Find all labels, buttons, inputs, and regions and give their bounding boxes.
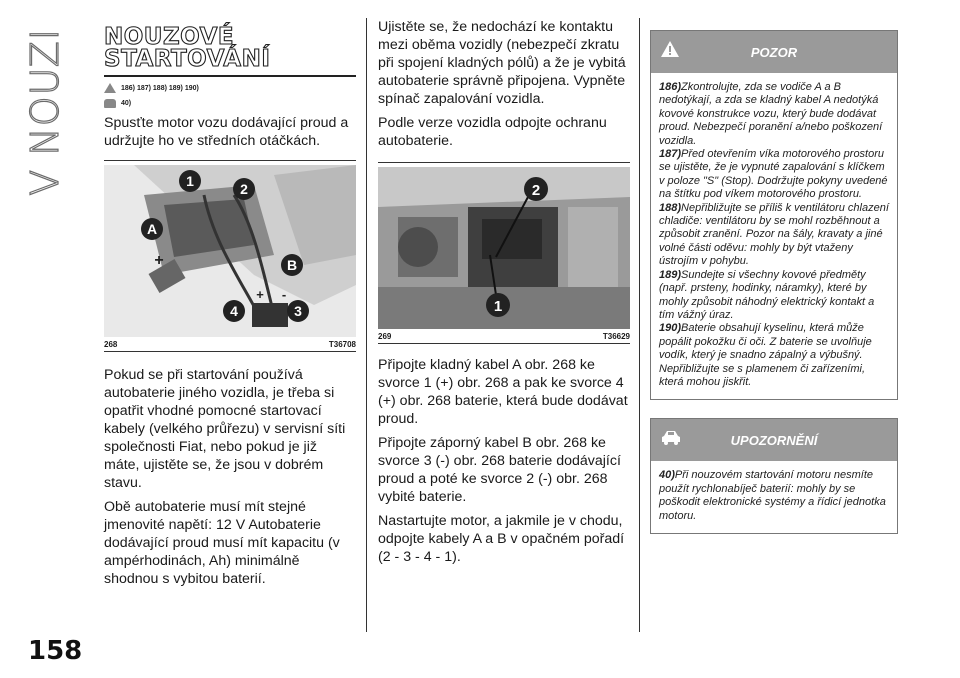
column-2	[378, 18, 630, 566]
figure-268	[104, 160, 356, 352]
column-1	[104, 18, 356, 588]
battery-illustration	[378, 167, 630, 329]
caution-box	[650, 418, 898, 534]
warning-box-header	[651, 31, 897, 73]
paragraph: Připojte kladný kabel A obr. 268 ke svorce 1 (+) obr. 268 a pak ke svorce 4 (+) obr. 268 baterie, která bude dodávat proud.	[378, 357, 628, 427]
warning-box-title: POZOR	[750, 45, 798, 60]
figure-number: 269	[378, 332, 392, 341]
paragraph: Ujistěte se, že nedochází ke kontaktu mezi oběma vozidly (nebezpečí zkratu při spojení kladných pólů) a že je vybitá autobaterie správně připojena. Vypněte spínač zapalování vozidla.	[378, 19, 626, 107]
figure-269	[378, 162, 630, 344]
warning-item: 187)Před otevřením víka motorového prostoru se ujistěte, že je vypnuté zapalování s klíčkem v poloze "S" (Stop). Dodržujte pokyny uvedené na štítku pod víkem motorového prostoru.	[659, 148, 888, 201]
page-number: 158	[28, 636, 83, 666]
caution-refs	[104, 99, 356, 108]
section-side-tab: V NOUZI	[23, 28, 67, 196]
fig-label-2: 2	[531, 182, 541, 199]
fig-label-1: 1	[493, 298, 503, 315]
fig-label-B: B	[286, 257, 298, 273]
figure-code: T36708	[328, 340, 356, 349]
warning-item: 188)Nepřibližujte se příliš k ventilátoru chlazení chladiče: ventilátoru by se mohl rozběhnout a způsobit zranění. Pozor na šály, kravaty a jiné volné části oděvu: mohly by být vtaženy ústrojím v pohybu.	[659, 201, 889, 268]
fig-plus-sign: +	[154, 252, 164, 269]
figure-code: T36629	[602, 332, 630, 341]
warning-box	[650, 30, 898, 400]
warning-item: 190)Baterie obsahují kyselinu, která může popálit pokožku či oči. Z baterie se uvolňuje vodík, který je snadno zápalný a výbušný. Nepřibližujte se s plamenem či zařízeními, která mohou jiskřit.	[659, 322, 872, 388]
figure-caption	[378, 332, 630, 341]
column-divider	[366, 18, 367, 632]
section-title: NOUZOVÉ STARTOVÁNÍ	[104, 24, 271, 72]
caution-item: 40)Při nouzovém startování motoru nesmíte použít rychlonabíječ baterií: mohly by se poškodit elektronické systémy a řídicí jednotka motoru.	[659, 469, 886, 522]
caution-box-body	[651, 461, 897, 533]
paragraph: Nastartujte motor, a jakmile je v chodu, odpojte kabely A a B v opačném pořadí (2 - 3 - 4 - 1).	[378, 513, 625, 565]
warning-refs-text: 186) 187) 188) 189) 190)	[121, 84, 199, 92]
figure-number: 268	[104, 340, 118, 349]
jump-start-illustration	[104, 165, 356, 337]
paragraph: Spusťte motor vozu dodávající proud a udržujte ho ve středních otáčkách.	[104, 115, 349, 149]
warning-item: 186)Zkontrolujte, zda se vodiče A a B nedotýkají, a zda se kladný kabel A nedotýká kovové konstrukce vozu, který bude dodávat proud. Nebezpečí poranění a/nebo poškození vozidla.	[659, 81, 883, 147]
paragraph: Pokud se při startování používá autobaterie jiného vozidla, je třeba si opatřit vhodné pomocné startovací kabely (velkého průřezu) v servisní síti společnosti Fiat, nebo pokud je již máte, ujistěte se, že jsou v dobrém stavu.	[104, 367, 346, 491]
column-divider	[639, 18, 640, 632]
title-rule	[104, 75, 356, 77]
fig-label-3: 3	[294, 303, 302, 319]
paragraph: Obě autobaterie musí mít stejné jmenovité napětí: 12 V Autobaterie dodávající proud musí mít kapacitu (v ampérhodinách, Ah) minimálně shodnou s vybitou baterií.	[104, 499, 340, 587]
figure-caption	[104, 340, 356, 349]
column-3	[650, 30, 898, 534]
warning-triangle-icon	[104, 83, 116, 93]
fig-label-4: 4	[230, 303, 238, 319]
caution-box-title: UPOZORNĚNÍ	[730, 433, 818, 449]
paragraph: Připojte záporný kabel B obr. 268 ke svorce 3 (-) obr. 268 baterie dodávající proud a poté ke svorce 2 (-) obr. 268 vybité baterie.	[378, 435, 621, 505]
caution-box-header	[651, 419, 897, 461]
fig-label-A: A	[146, 221, 158, 237]
fig-minus-sign: -	[281, 287, 287, 302]
warning-item: 189)Sundejte si všechny kovové předměty (např. prsteny, hodinky, náramky), které by mohly způsobit náhodný elektrický kontakt a tím vážný úraz.	[659, 268, 875, 321]
paragraph: Podle verze vozidla odpojte ochranu autobaterie.	[378, 115, 607, 149]
fig-plus-sign: +	[256, 287, 264, 302]
fig-label-1: 1	[186, 173, 194, 189]
warning-refs	[104, 83, 356, 93]
caution-refs-text: 40)	[121, 100, 132, 107]
car-icon	[104, 99, 116, 108]
fig-label-2: 2	[240, 181, 248, 197]
warning-box-body	[651, 73, 897, 399]
